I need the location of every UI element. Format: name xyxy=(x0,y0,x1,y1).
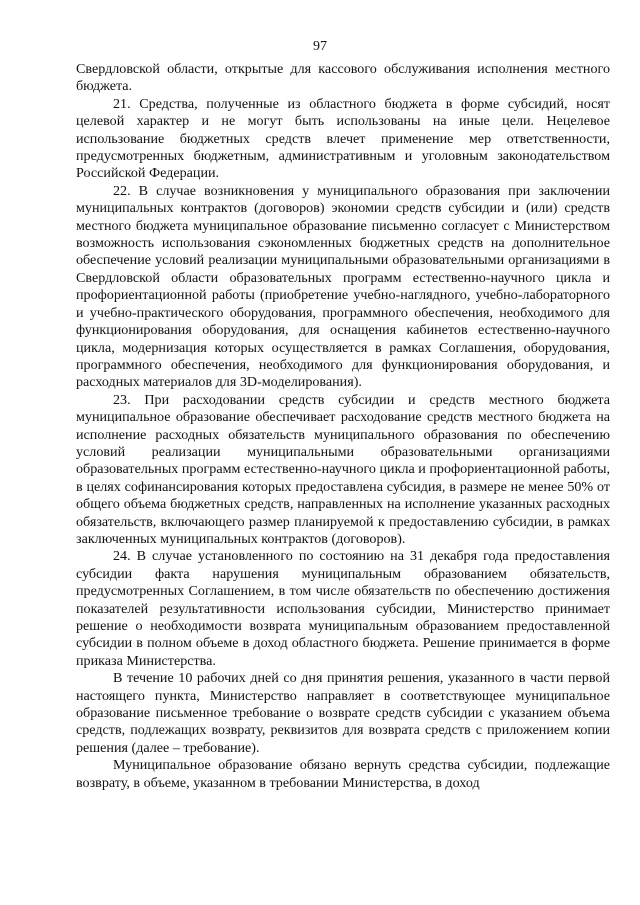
paragraph-item-24-part-3: Муниципальное образование обязано вернуть средства субсидии, подлежащие возврату, в объеме, указанном в требовании Министерства, в доход xyxy=(76,757,610,791)
paragraph-item-22: 22. В случае возникновения у муниципального образования при заключении муниципальных контрактов (договоров) экономии средств субсидии и (или) средств местного бюджета муниципальное образование письменно согласует с Министерством возможность использования сэкономленных бюджетных средств на дополнительное обеспечение условий реализации муниципальными образовательными организациями в Свердловской области образовательных программ естественно-научного цикла и профориентационной работы (приобретение учебно-наглядного, учебно-лабораторного и учебно-практического оборудования, программного обеспечения, необходимого для функционирования оборудования, для оснащения кабинетов естественно-научного цикла, модернизация которых осуществляется в рамках Соглашения, оборудования, программного обеспечения, необходимого для функционирования оборудования, и расходных материалов для 3D-моделирования). xyxy=(76,182,610,391)
paragraph-item-21: 21. Средства, полученные из областного бюджета в форме субсидий, носят целевой характер и не могут быть использованы на иные цели. Нецелевое использование бюджетных средств влечет применение мер ответственности, предусмотренных бюджетным, административным и уголовным законодательством Российской Федерации. xyxy=(76,95,610,182)
document-body xyxy=(76,61,610,792)
paragraph-item-24: 24. В случае установленного по состоянию на 31 декабря года предоставления субсидии факта нарушения муниципальным образованием обязательств, предусмотренных Соглашением, в том числе обязательств по обеспечению достижения показателей результативности использования субсидии, Министерство принимает решение о необходимости возврата муниципальным образованием предоставленной субсидии в полном объеме в доход областного бюджета. Решение принимается в форме приказа Министерства. xyxy=(76,548,610,669)
paragraph-continuation: Свердловской области, открытые для кассового обслуживания исполнения местного бюджета. xyxy=(76,61,610,95)
paragraph-item-24-part-2: В течение 10 рабочих дней со дня принятия решения, указанного в части первой настоящего пункта, Министерство направляет в соответствующее муниципальное образование письменное требование о возврате средств субсидии с указанием объема средств, подлежащих возврату, реквизитов для возврата средств с приложением копии решения (далее – требование). xyxy=(76,670,610,756)
paragraph-item-23: 23. При расходовании средств субсидии и средств местного бюджета муниципальное образование обеспечивает расходование средств местного бюджета на исполнение расходных обязательств муниципального образования по обеспечению условий реализации муниципальными образовательными организациями образовательных программ естественно-научного цикла и профориентационной работы, в целях софинансирования которых предоставлена субсидия, в размере не менее 50% от общего объема бюджетных средств, направленных на исполнение указанных расходных обязательств, включающего размер планируемой к предоставлению субсидии, в рамках заключенных муниципальных контрактов (договоров). xyxy=(76,391,610,547)
page-number: 97 xyxy=(313,39,327,54)
